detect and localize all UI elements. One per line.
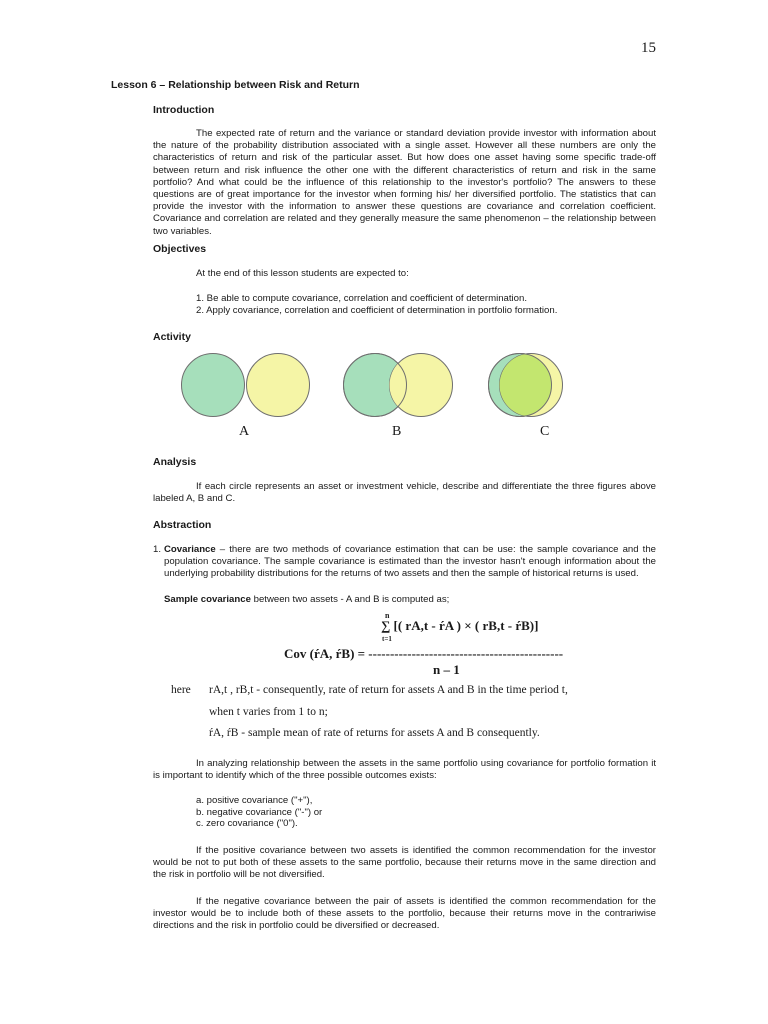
sum-top-index: n bbox=[385, 611, 390, 620]
outcomes-text: In analyzing relationship between the assets in the same portfolio using covariance for portfolio formation it is important to identify which of the three possible outcomes exists: bbox=[153, 758, 656, 782]
covariance-paragraph: 1. Covariance – there are two methods of covariance estimation that can be use: the sample covariance and the population covariance. The sample covariance is estimated than the investor hasn't enough information about the underlying probability distributions for the returns of two assets and then the sample of historical returns is used. bbox=[153, 544, 656, 580]
venn-a bbox=[182, 354, 310, 417]
negative-covariance-text: If the negative covariance between the pair of assets is identified the common recommendation for the investor would be to include both of these assets to the portfolio, because their returns move in the contrariwise directions and the risk in portfolio could be diversified or decreased. bbox=[153, 896, 656, 932]
objectives-heading: Objectives bbox=[153, 243, 207, 255]
covariance-term: Covariance bbox=[164, 544, 216, 555]
sample-covariance-term: Sample covariance bbox=[164, 594, 251, 605]
where-line-1: rA,t , rB,t - consequently, rate of return for assets A and B in the time period t, bbox=[209, 684, 568, 696]
positive-covariance-paragraph bbox=[153, 845, 656, 882]
venn-label-a: A bbox=[239, 424, 250, 439]
covariance-lhs: Cov (ŕA, ŕB) = --------------------------------------------- bbox=[284, 646, 564, 661]
outcome-item: b. negative covariance ("-") or bbox=[196, 806, 323, 818]
analysis-text: If each circle represents an asset or investment vehicle, describe and differentiate the three figures above labeled A, B and C. bbox=[153, 481, 656, 505]
page-number: 15 bbox=[641, 40, 656, 56]
activity-heading: Activity bbox=[153, 331, 191, 343]
analysis-heading: Analysis bbox=[153, 456, 197, 468]
analysis-paragraph bbox=[153, 481, 656, 505]
outcome-item: a. positive covariance ("+"), bbox=[196, 795, 313, 806]
outcomes-paragraph bbox=[153, 758, 656, 782]
abstraction-heading: Abstraction bbox=[153, 519, 212, 531]
venn-c bbox=[489, 354, 563, 417]
where-label: here bbox=[171, 684, 191, 696]
sample-covariance-text: between two assets - A and B is computed as; bbox=[250, 594, 450, 605]
objective-item: 1. Be able to compute covariance, correlation and coefficient of determination. bbox=[196, 293, 528, 304]
introduction-heading: Introduction bbox=[153, 104, 215, 116]
covariance-text: – there are two methods of covariance estimation that can be use: the sample covariance and the population covariance. The sample covariance is estimated than the investor hasn't enough information about the underlying probability distributions for the returns of two assets and then the sample of historical returns is used. bbox=[164, 544, 656, 580]
covariance-numerator: ∑ [( rA,t - ŕA ) × ( rB,t - ŕB)] bbox=[381, 618, 539, 633]
objectives-list bbox=[196, 293, 557, 316]
sample-covariance-line bbox=[164, 594, 656, 606]
where-line-3: ŕA, ŕB - sample mean of rate of returns for assets A and B consequently. bbox=[209, 727, 540, 739]
introduction-text: The expected rate of return and the variance or standard deviation provide investor with information about the nature of the probability distribution associated with a single asset. However all these numbers are only the characteristics of return and risk of the particular asset. But how does one asset having some specific trade-off between return and risk influence the other one with the different characteristics of return and risk in the same portfolio? And what could be the influence of this relationship to the investor's portfolio? The answers to these questions are of great importance for the investor when forming his/ her diversified portfolio. The statistics that can provide the investor with the information to answer these questions are covariance and correlation coefficient. Covariance and correlation are related and they generally measure the same phenomenon – the relationship between two variables. bbox=[153, 128, 656, 237]
negative-covariance-paragraph bbox=[153, 896, 656, 933]
covariance-denominator: n – 1 bbox=[433, 662, 460, 677]
venn-a-circle-yellow bbox=[247, 354, 310, 417]
venn-b bbox=[344, 354, 453, 417]
objective-item: 2. Apply covariance, correlation and coefficient of determination in portfolio formation. bbox=[196, 304, 558, 316]
positive-covariance-text: If the positive covariance between two assets is identified the common recommendation for the investor would be not to put both of these assets to the same portfolio, because their returns move in the same direction and the risk in portfolio will be not diversified. bbox=[153, 845, 656, 881]
where-line-2: when t varies from 1 to n; bbox=[209, 706, 328, 718]
introduction-paragraph bbox=[153, 128, 656, 238]
venn-label-b: B bbox=[392, 424, 402, 439]
venn-label-c: C bbox=[540, 424, 550, 439]
venn-a-circle-green bbox=[182, 354, 245, 417]
lesson-title: Lesson 6 – Relationship between Risk and Return bbox=[111, 79, 360, 91]
sum-bottom-index: t=1 bbox=[382, 635, 392, 643]
objectives-lead: At the end of this lesson students are expected to: bbox=[196, 268, 409, 279]
outcomes-list bbox=[196, 795, 322, 830]
venn-diagrams bbox=[170, 345, 600, 445]
outcome-item: c. zero covariance ("0"). bbox=[196, 818, 298, 829]
